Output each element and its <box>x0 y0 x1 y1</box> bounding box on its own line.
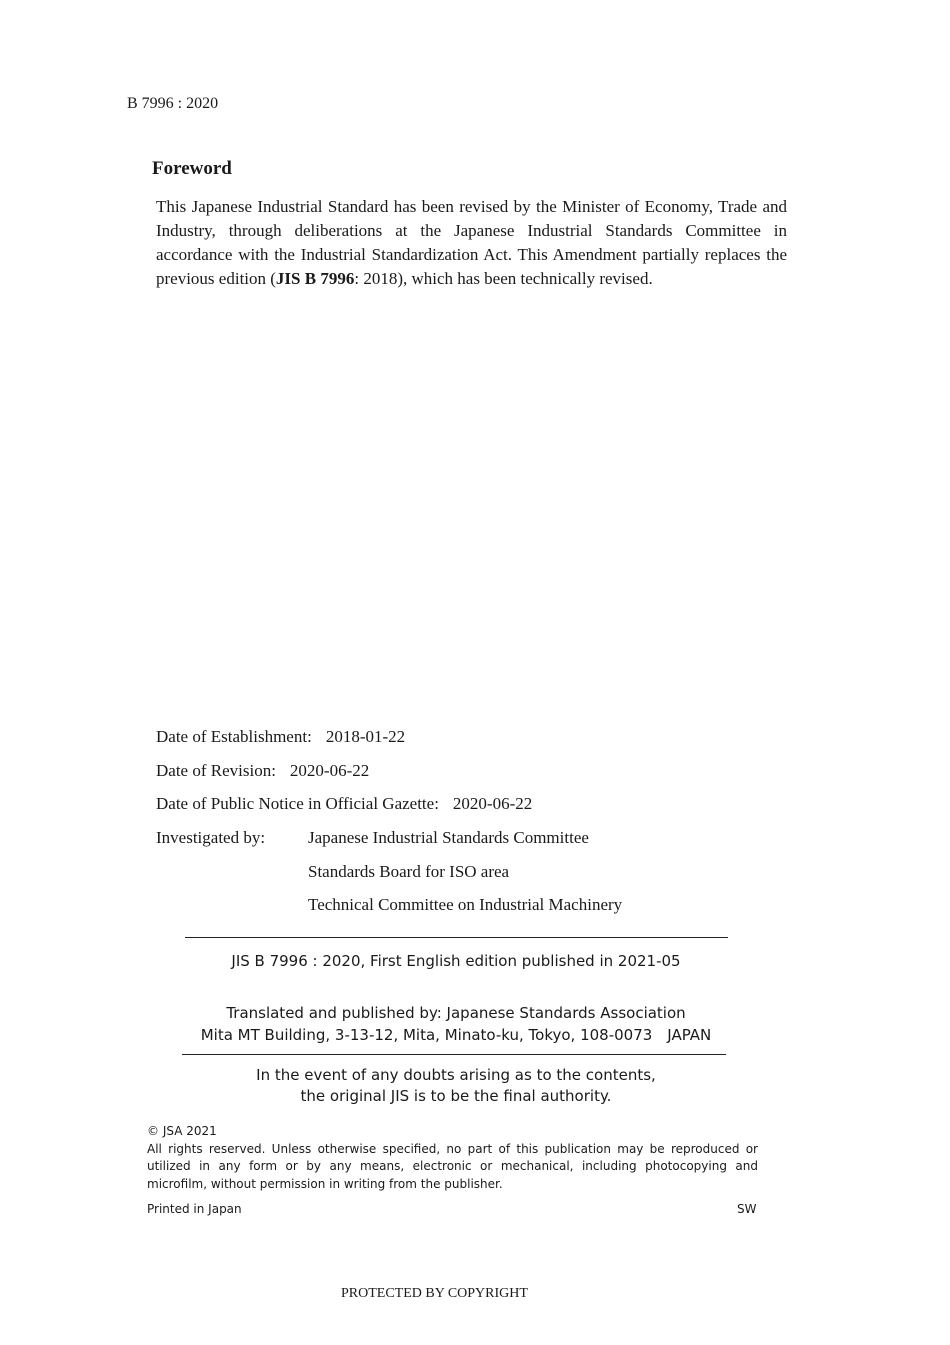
foreword-text-before: This Japanese Industrial Standard has been revised by the Minister of Economy, Trade and Industry, through deliberations at the Japanese Industrial Standards Committee in accordance with the Industrial Standardization Act. This Amendment partially replaces the previous edition ( <box>156 197 787 288</box>
copyright-notice: © JSA 2021 <box>147 1124 217 1138</box>
public-notice-label: Date of Public Notice in Official Gazette: <box>156 794 439 813</box>
investigated-by-item: Standards Board for ISO area <box>308 861 510 881</box>
printer-code: SW <box>737 1202 757 1216</box>
divider-bottom <box>182 1054 726 1055</box>
authority-note <box>156 1065 756 1107</box>
revision-row <box>156 759 532 793</box>
investigated-by-item: Japanese Industrial Standards Committee <box>308 828 589 847</box>
investigated-label: Investigated by: <box>156 827 266 847</box>
printed-in: Printed in Japan <box>147 1202 242 1216</box>
foreword-body <box>156 195 787 291</box>
publisher-info <box>156 1002 756 1046</box>
establishment-value: 2018-01-22 <box>325 727 406 746</box>
edition-info: JIS B 7996 : 2020, First English edition published in 2021-05 <box>231 952 681 970</box>
authority-line-1: In the event of any doubts arising as to the contents, <box>256 1066 656 1084</box>
authority-line-2: the original JIS is to be the final authority. <box>300 1087 612 1105</box>
revision-value: 2020-06-22 <box>289 760 370 780</box>
divider-top <box>185 937 728 938</box>
establishment-label: Date of Establishment: <box>156 727 312 746</box>
establishment-row <box>156 725 532 759</box>
publisher-address: Mita MT Building, 3-13-12, Mita, Minato-ku, Tokyo, 108-0073 JAPAN <box>200 1026 712 1044</box>
rights-block <box>147 1123 758 1193</box>
rights-statement: All rights reserved. Unless otherwise specified, no part of this publication may be reproduced or utilized in any form or by any means, electronic or mechanical, including photocopying and microfilm, without permission in writing from the publisher. <box>147 1141 758 1191</box>
foreword-text-after: : 2018), which has been technically revised. <box>354 269 653 288</box>
foreword-title: Foreword <box>152 158 232 179</box>
investigated-by-list <box>308 826 622 927</box>
page-header-doc-number: B 7996 : 2020 <box>127 95 219 112</box>
investigated-by-item: Technical Committee on Industrial Machinery <box>308 895 623 914</box>
foreword-previous-edition-ref: JIS B 7996 <box>275 269 355 288</box>
footer-copyright: PROTECTED BY COPYRIGHT <box>341 1286 528 1301</box>
revision-label: Date of Revision: <box>156 760 276 780</box>
public-notice-row <box>156 792 532 826</box>
public-notice-value: 2020-06-22 <box>452 794 533 813</box>
publisher-line: Translated and published by: Japanese Standards Association <box>226 1004 686 1022</box>
